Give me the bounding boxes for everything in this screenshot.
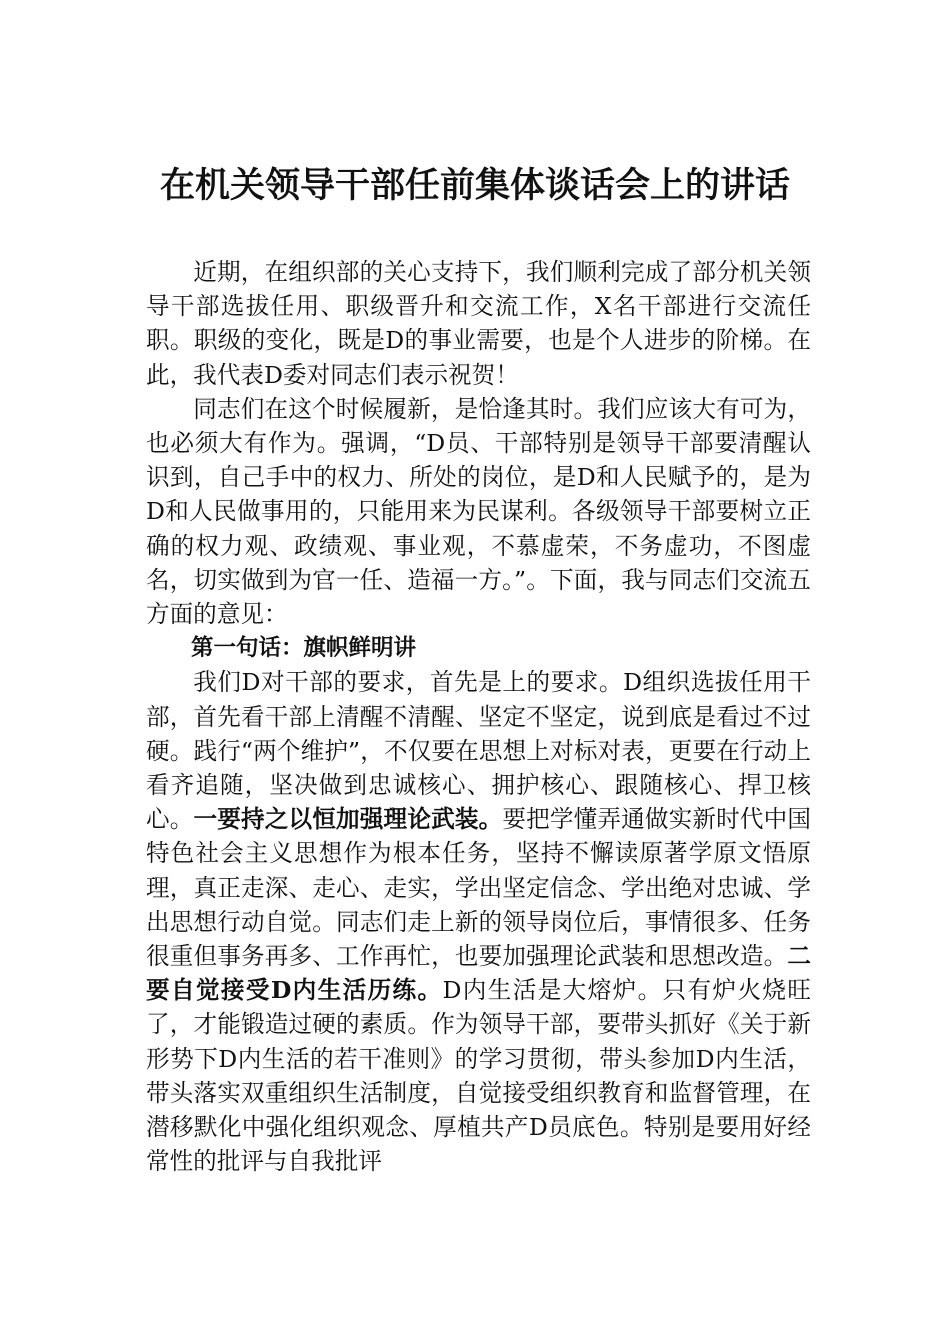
section-bold-point-2: 二要自觉接受D内生活历练。 xyxy=(146,942,811,1005)
section-text-part2: 要把学懂弄通做实新时代中国特色社会主义思想作为根本任务，坚持不懈读原著学原文悟原理，真正走深、走心、走实，学出坚定信念、学出绝对忠诚、学出思想行动自觉。同志们走上新的领导岗位后，事情很多、任务很重但事务再多、工作再忙，也要加强理论武装和思想改造。 xyxy=(146,805,812,971)
paragraph-context: 同志们在这个时候履新，是恰逢其时。我们应该大有可为，也必须大有作为。强调，“D员、干部特别是领导干部要清醒认识到，自己手中的权力、所处的岗位，是D和人民赋予的，是为D和人民做事用的，只能用来为民谋利。各级领导干部要树立正确的权力观、政绩观、事业观，不慕虚荣，不务虚功，不图虚名，切实做到为官一任、造福一方。”。下面，我与同志们交流五方面的意见： xyxy=(146,394,811,629)
paragraph-intro: 近期，在组织部的关心支持下，我们顺利完成了部分机关领导干部选拔任用、职级晋升和交流工作，X名干部进行交流任职。职级的变化，既是D的事业需要，也是个人进步的阶梯。在此，我代表D委对同志们表示祝贺！ xyxy=(146,258,811,389)
section-text-part1: 我们D对干部的要求，首先是上的要求。D组织选拔任用干部，首先看干部上清醒不清醒、坚定不坚定，说到底是看过不过硬。践行“两个维护”，不仅要在思想上对标对表，更要在行动上看齐追随，坚决做到忠诚核心、拥护核心、跟随核心、捍卫核心。 xyxy=(146,668,811,834)
section-heading: 第一句话：旗帜鲜明讲 xyxy=(191,635,417,662)
section-bold-point-1: 一要持之以恒加强理论武装。 xyxy=(193,805,503,834)
document-body xyxy=(146,255,811,1178)
document-title: 在机关领导干部任前集体谈话会上的讲话 xyxy=(159,165,790,206)
section-paragraph xyxy=(146,665,811,1178)
section-text-part3: D内生活是大熔炉。只有炉火烧旺了，才能锻造过硬的素质。作为领导干部，要带头抓好《关于新形势下D内生活的若干准则》的学习贯彻，带头参加D内生活，带头落实双重组织生活制度，自觉接受组织教育和监督管理，在潜移默化中强化组织观念、厚植共产D员底色。特别是要用好经常性的批评与自我批评 xyxy=(146,976,811,1176)
